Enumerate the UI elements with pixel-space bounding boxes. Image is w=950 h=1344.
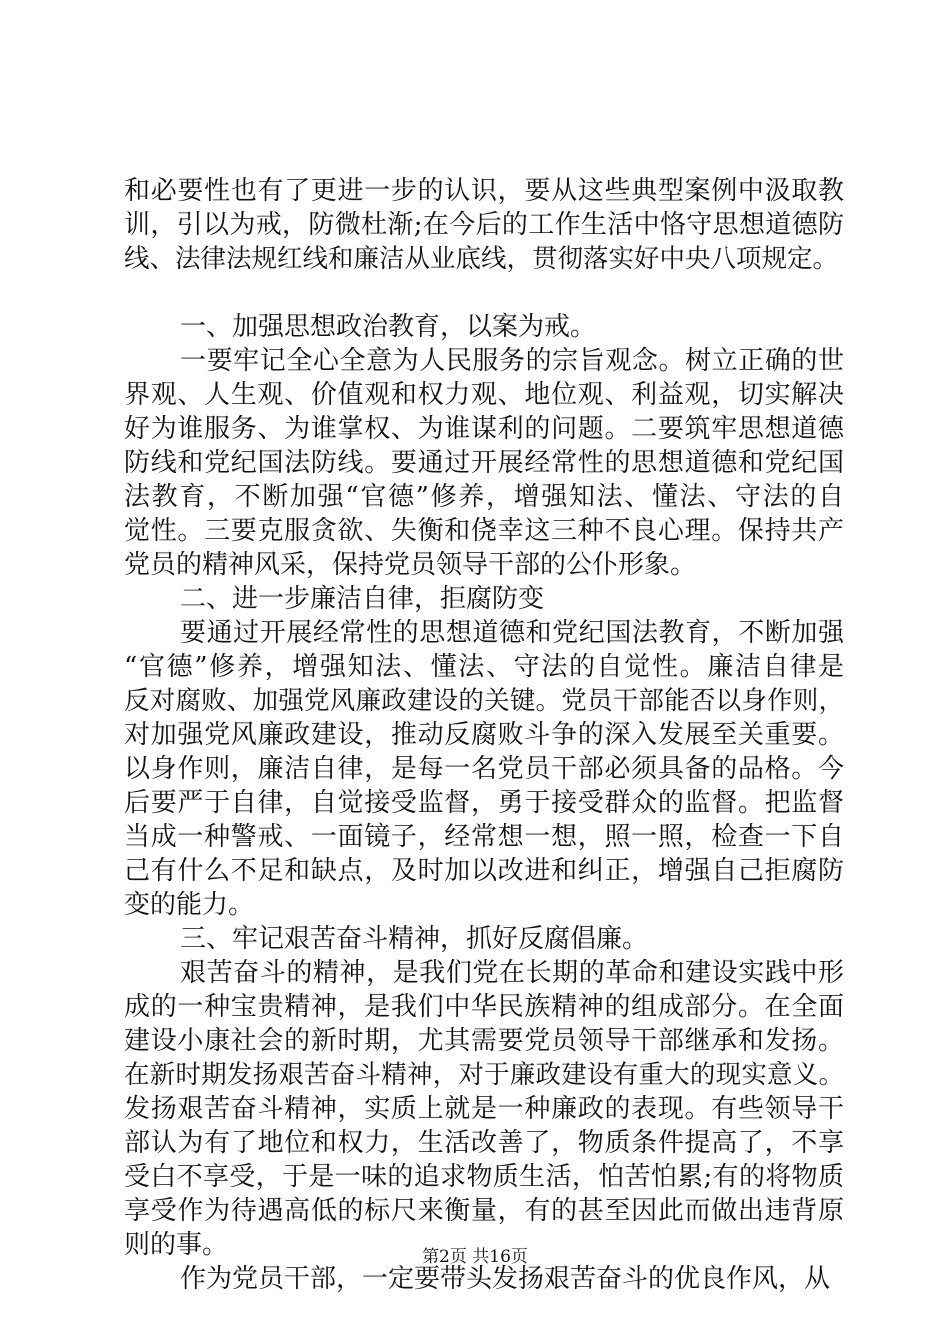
text-line: 己有什么不足和缺点，及时加以改进和纠正，增强自己拒腐防 bbox=[124, 856, 844, 886]
text-line: 一、加强思想政治教育，以案为戒。 bbox=[180, 312, 597, 342]
text-line: 当成一种警戒、一面镜子，经常想一想，照一照，检查一下自 bbox=[124, 822, 844, 852]
paragraph bbox=[124, 344, 844, 582]
text-line: 反对腐败、加强党风廉政建设的关键。党员干部能否以身作则， bbox=[124, 686, 844, 716]
page-number-label: 第2页 共16页 bbox=[422, 1247, 528, 1267]
paragraph bbox=[124, 174, 844, 276]
text-line: 建设小康社会的新时期，尤其需要党员领导干部继承和发扬。 bbox=[124, 1026, 844, 1056]
text-line: 变的能力。 bbox=[124, 890, 255, 920]
text-line: 党员的精神风采，保持党员领导干部的公仆形象。 bbox=[124, 550, 697, 580]
text-line: 二、进一步廉洁自律，拒腐防变 bbox=[180, 584, 545, 614]
text-line: 以身作则，廉洁自律，是每一名党员干部必须具备的品格。今 bbox=[124, 754, 844, 784]
text-line: 线、法律法规红线和廉洁从业底线，贯彻落实好中央八项规定。 bbox=[124, 244, 839, 274]
text-line: 界观、人生观、价值观和权力观、地位观、利益观，切实解决 bbox=[124, 380, 844, 410]
text-line: 部认为有了地位和权力，生活改善了，物质条件提高了，不享 bbox=[124, 1128, 844, 1158]
text-line: 享受作为待遇高低的标尺来衡量，有的甚至因此而做出违背原 bbox=[124, 1196, 844, 1226]
text-line: 后要严于自律，自觉接受监督，勇于接受群众的监督。把监督 bbox=[124, 788, 844, 818]
text-line: 要通过开展经常性的思想道德和党纪国法教育，不断加强 bbox=[180, 618, 844, 648]
text-line: 好为谁服务、为谁掌权、为谁谋利的问题。二要筑牢思想道德 bbox=[124, 414, 844, 444]
text-line: 觉性。三要克服贪欲、失衡和侥幸这三种不良心理。保持共产 bbox=[124, 516, 844, 546]
text-line: 受白不享受，于是一味的追求物质生活，怕苦怕累;有的将物质 bbox=[124, 1162, 844, 1192]
text-line: 成的一种宝贵精神，是我们中华民族精神的组成部分。在全面 bbox=[124, 992, 844, 1022]
paragraph-gap bbox=[124, 276, 844, 310]
text-line: 三、牢记艰苦奋斗精神，抓好反腐倡廉。 bbox=[180, 924, 649, 954]
text-line: 在新时期发扬艰苦奋斗精神，对于廉政建设有重大的现实意义。 bbox=[124, 1060, 844, 1090]
paragraph bbox=[124, 956, 844, 1262]
document-body bbox=[124, 174, 844, 1296]
paragraph bbox=[124, 616, 844, 922]
text-line: “官德”修养，增强知法、懂法、守法的自觉性。廉洁自律是 bbox=[124, 652, 844, 682]
text-line: 训，引以为戒，防微杜渐;在今后的工作生活中恪守思想道德防 bbox=[124, 210, 844, 240]
text-line: 法教育，不断加强“官德”修养，增强知法、懂法、守法的自 bbox=[124, 482, 844, 512]
section-heading bbox=[124, 310, 844, 344]
text-line: 防线和党纪国法防线。要通过开展经常性的思想道德和党纪国 bbox=[124, 448, 844, 478]
section-heading bbox=[124, 922, 844, 956]
section-heading bbox=[124, 582, 844, 616]
text-line: 则的事。 bbox=[124, 1230, 229, 1260]
text-line: 艰苦奋斗的精神，是我们党在长期的革命和建设实践中形 bbox=[180, 958, 844, 988]
page-footer bbox=[0, 1246, 950, 1268]
text-line: 一要牢记全心全意为人民服务的宗旨观念。树立正确的世 bbox=[180, 346, 844, 376]
text-line: 发扬艰苦奋斗精神，实质上就是一种廉政的表现。有些领导干 bbox=[124, 1094, 844, 1124]
text-line: 和必要性也有了更进一步的认识，要从这些典型案例中汲取教 bbox=[124, 176, 844, 206]
text-line: 作为党员干部，一定要带头发扬艰苦奋斗的优良作风，从 bbox=[180, 1264, 831, 1294]
text-line: 对加强党风廉政建设，推动反腐败斗争的深入发展至关重要。 bbox=[124, 720, 844, 750]
